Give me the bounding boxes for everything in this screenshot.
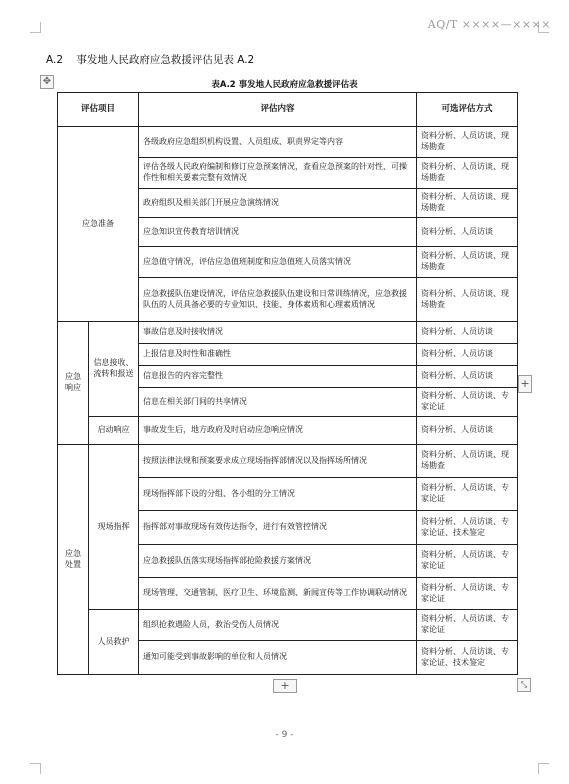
row-content: 现场指挥部下设的分组、各小组的分工情况: [139, 478, 417, 511]
row-method: 资料分析、人员访谈、专家论证: [417, 610, 518, 641]
category-response: 应急响应: [58, 322, 89, 445]
section-title: 事发地人民政府应急救援评估见表 A.2: [76, 54, 255, 66]
table-row: [58, 445, 518, 478]
crop-mark-bottom-left: [30, 763, 41, 774]
table-row: [58, 322, 518, 344]
add-column-button[interactable]: +: [518, 375, 532, 393]
subcategory-rescue: 人员救护: [89, 610, 139, 675]
row-method: 资料分析、人员访谈: [417, 366, 518, 388]
row-content: 事故信息及时接收情况: [139, 322, 417, 344]
row-method: 资料分析、人员访谈: [417, 218, 518, 247]
row-method: 资料分析、人员访谈: [417, 322, 518, 344]
row-content: 通知可能受到事故影响的单位和人员情况: [139, 641, 417, 675]
row-method: 资料分析、人员访谈、专家论证: [417, 478, 518, 511]
row-content: 应急救援队伍落实现场指挥部抢险救援方案情况: [139, 545, 417, 578]
header-content: 评估内容: [139, 93, 417, 127]
table-row: [58, 127, 518, 158]
row-content: 指挥部对事故现场有效传达指令，进行有效管控情况: [139, 511, 417, 545]
row-method: 资料分析、人员访谈: [417, 344, 518, 366]
row-method: 资料分析、人员访谈、现场勘查: [417, 127, 518, 158]
table-caption: 表A.2 事发地人民政府应急救援评估表: [211, 80, 358, 90]
row-content: 按照法律法规和预案要求成立现场指挥部情况以及指挥场所情况: [139, 445, 417, 478]
row-content: 政府组织及相关部门开展应急演练情况: [139, 189, 417, 218]
header-item: 评估项目: [58, 93, 139, 127]
row-content: 信息报告的内容完整性: [139, 366, 417, 388]
table-row: [58, 610, 518, 641]
crop-mark-bottom-right: [538, 763, 549, 774]
table-move-handle-icon[interactable]: ✥: [40, 75, 54, 89]
category-preparedness: 应急准备: [58, 127, 139, 322]
row-content: 事故发生后，地方政府及时启动应急响应情况: [139, 417, 417, 445]
category-disposal: 应急处置: [58, 445, 89, 675]
section-number: A.2: [46, 54, 64, 66]
row-method: 资料分析、人员访谈、现场勘查: [417, 445, 518, 478]
row-method: 资料分析、人员访谈、现场勘查: [417, 158, 518, 189]
row-method: 资料分析、人员访谈、专家论证、技术鉴定: [417, 511, 518, 545]
row-content: 信息在相关部门间的共享情况: [139, 388, 417, 417]
crop-mark-top-left: [30, 22, 41, 33]
row-method: 资料分析、人员访谈、专家论证: [417, 578, 518, 610]
page-number: - 9 -: [275, 730, 294, 740]
row-method: 资料分析、人员访谈、专家论证: [417, 388, 518, 417]
row-method: 资料分析、人员访谈、现场勘查: [417, 278, 518, 322]
subcategory-command: 现场指挥: [89, 445, 139, 610]
row-content: 现场管理、交通管制、医疗卫生、环境监测、新闻宣传等工作协调联动情况: [139, 578, 417, 610]
row-method: 资料分析、人员访谈: [417, 417, 518, 445]
row-content: 各级政府应急组织机构设置、人员组成、职责界定等内容: [139, 127, 417, 158]
row-content: 应急知识宣传教育培训情况: [139, 218, 417, 247]
subcategory-info: 信息接收、流转和报送: [89, 322, 139, 417]
standard-code: AQ/T ××××—××××: [427, 18, 551, 31]
header-method: 可选评估方式: [417, 93, 518, 127]
row-content: 组织抢救遇险人员，救治受伤人员情况: [139, 610, 417, 641]
row-content: 上报信息及时性和准确性: [139, 344, 417, 366]
row-method: 资料分析、人员访谈、专家论证: [417, 545, 518, 578]
row-method: 资料分析、人员访谈、现场勘查: [417, 189, 518, 218]
row-method: 资料分析、人员访谈、现场勘查: [417, 247, 518, 278]
row-content: 应急值守情况，评估应急值班制度和应急值班人员落实情况: [139, 247, 417, 278]
add-row-button[interactable]: +: [273, 679, 297, 693]
evaluation-table: [57, 92, 518, 675]
row-content: 评估各级人民政府编制和修订应急预案情况，查看应急预案的针对性、可操作性和相关要素完整有效情况: [139, 158, 417, 189]
row-method: 资料分析、人员访谈、专家论证、技术鉴定: [417, 641, 518, 675]
subcategory-start: 启动响应: [89, 417, 139, 445]
section-heading: [46, 52, 254, 67]
row-content: 应急救援队伍建设情况，评估应急救援队伍建设和日常训练情况，应急救援队伍的人员具备必要的专业知识、技能、身体素质和心理素质情况: [139, 278, 417, 322]
table-row: [58, 417, 518, 445]
table-header-row: [58, 93, 518, 127]
table-resize-icon[interactable]: ⤡: [517, 678, 531, 692]
